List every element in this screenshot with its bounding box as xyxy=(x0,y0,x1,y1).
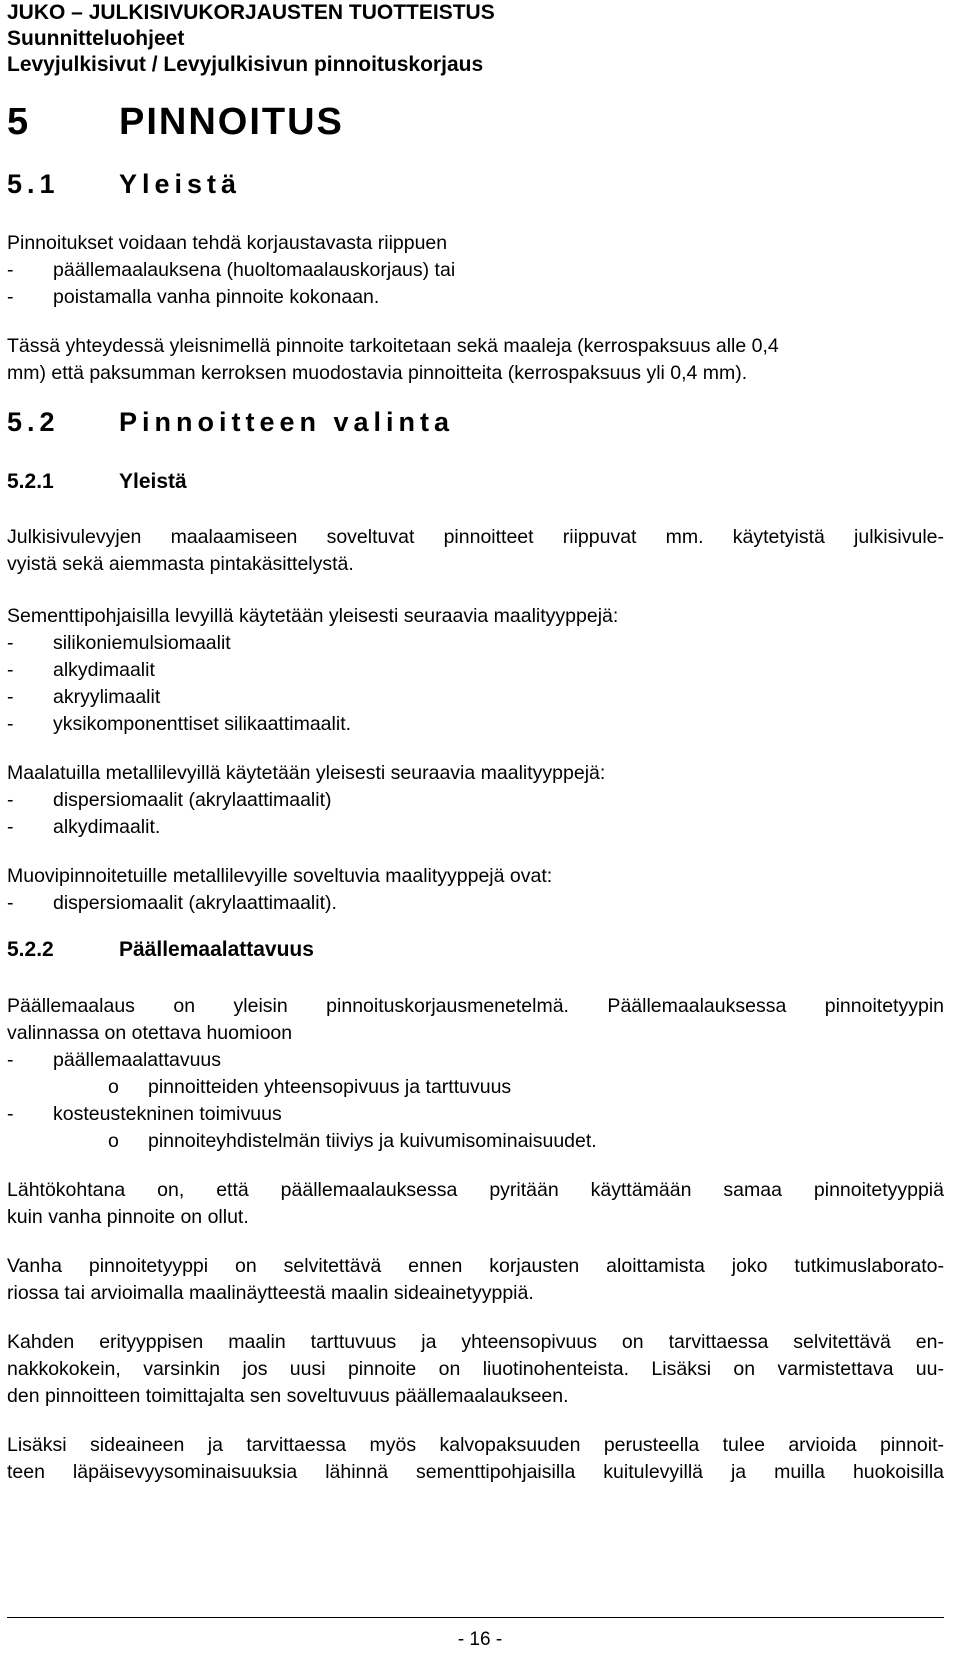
footer-divider xyxy=(7,1617,944,1618)
list-item: - dispersiomaalit (akrylaattimaalit) xyxy=(7,787,332,815)
subsection-number: 5.2.1 xyxy=(7,470,54,493)
paragraph-line: nakkokokein, varsinkin jos uusi pinnoite on liuotinohenteista. Lisäksi on varmistettava uu- xyxy=(7,1358,944,1380)
paragraph: Sementtipohjaisilla levyillä käytetään yleisesti seuraavia maalityyppejä: xyxy=(7,605,619,627)
dash-marker: - xyxy=(7,632,14,654)
header-title: JUKO – JULKISIVUKORJAUSTEN TUOTTEISTUS xyxy=(7,1,495,24)
dash-marker: - xyxy=(7,659,14,681)
subsection-title: Yleistä xyxy=(119,470,187,493)
paragraph-line: mm) että paksumman kerroksen muodostavia pinnoitteita (kerrospaksuus yli 0,4 mm). xyxy=(7,362,748,384)
paragraph: Maalatuilla metallilevyillä käytetään yleisesti seuraavia maalityyppejä: xyxy=(7,762,606,784)
section-heading-5-1 xyxy=(7,169,241,200)
header-section-path: Levyjulkisivut / Levyjulkisivun pinnoituskorjaus xyxy=(7,53,484,76)
list-item: - alkydimaalit. xyxy=(7,814,160,842)
dash-marker: - xyxy=(7,816,14,838)
section-title: Pinnoitteen valinta xyxy=(119,407,455,437)
list-item: - kosteustekninen toimivuus xyxy=(7,1101,282,1129)
subsection-title: Päällemaalattavuus xyxy=(119,938,314,961)
header-subtitle: Suunnitteluohjeet xyxy=(7,27,185,50)
dash-marker: - xyxy=(7,892,14,914)
subsection-heading-5-2-2 xyxy=(7,938,314,962)
paragraph-line: Lisäksi sideaineen ja tarvittaessa myös kalvopaksuuden perusteella tulee arvioida pinnoit- xyxy=(7,1434,944,1456)
list-item: - alkydimaalit xyxy=(7,657,155,685)
section-number: 5.2 xyxy=(7,407,60,437)
paragraph-line: riossa tai arvioimalla maalinäytteestä maalin sideainetyyppiä. xyxy=(7,1282,534,1304)
subsection-heading-5-2-1 xyxy=(7,470,187,494)
bullet-marker: o xyxy=(108,1076,119,1098)
dash-marker: - xyxy=(7,1103,14,1125)
paragraph: Muovipinnoitetuille metallilevyille soveltuvia maalityyppejä ovat: xyxy=(7,865,553,887)
paragraph-line: Lähtökohtana on, että päällemaalauksessa pyritään käyttämään samaa pinnoitetyyppiä xyxy=(7,1179,944,1201)
dash-marker: - xyxy=(7,259,14,281)
sub-list-item: o pinnoiteyhdistelmän tiiviys ja kuivumisominaisuudet. xyxy=(7,1128,597,1156)
list-item: - päällemaalattavuus xyxy=(7,1047,221,1075)
list-item: - päällemaalauksena (huoltomaalauskorjaus) tai xyxy=(7,257,455,285)
list-item: - dispersiomaalit (akrylaattimaalit). xyxy=(7,890,337,918)
section-number: 5.1 xyxy=(7,169,60,199)
chapter-title: PINNOITUS xyxy=(119,101,344,143)
paragraph-line: vyistä sekä aiemmasta pintakäsittelystä. xyxy=(7,553,354,575)
dash-marker: - xyxy=(7,686,14,708)
paragraph-line: Päällemaalaus on yleisin pinnoituskorjausmenetelmä. Päällemaalauksessa pinnoitetyypin xyxy=(7,995,944,1017)
paragraph-line: den pinnoitteen toimittajalta sen soveltuvuus päällemaalaukseen. xyxy=(7,1385,569,1407)
paragraph-line: valinnassa on otettava huomioon xyxy=(7,1022,293,1044)
page-number: - 16 - xyxy=(457,1629,503,1650)
dash-marker: - xyxy=(7,1049,14,1071)
paragraph-line: Julkisivulevyjen maalaamiseen soveltuvat pinnoitteet riippuvat mm. käytetyistä julkisivule- xyxy=(7,526,944,548)
section-heading-5-2 xyxy=(7,407,454,438)
subsection-number: 5.2.2 xyxy=(7,938,54,961)
paragraph-line: Kahden erityyppisen maalin tarttuvuus ja yhteensopivuus on tarvittaessa selvitettävä en- xyxy=(7,1331,944,1353)
paragraph-line: Tässä yhteydessä yleisnimellä pinnoite tarkoitetaan sekä maaleja (kerrospaksuus alle 0,4 xyxy=(7,335,779,357)
list-item: - akryylimaalit xyxy=(7,684,160,712)
dash-marker: - xyxy=(7,789,14,811)
paragraph: Pinnoitukset voidaan tehdä korjaustavasta riippuen xyxy=(7,232,448,254)
chapter-heading xyxy=(7,101,344,144)
list-item: - silikoniemulsiomaalit xyxy=(7,630,231,658)
chapter-number: 5 xyxy=(7,101,31,143)
paragraph-line: Vanha pinnoitetyyppi on selvitettävä ennen korjausten aloittamista joko tutkimuslaborato- xyxy=(7,1255,944,1277)
dash-marker: - xyxy=(7,713,14,735)
sub-list-item: o pinnoitteiden yhteensopivuus ja tarttuvuus xyxy=(7,1074,511,1102)
dash-marker: - xyxy=(7,286,14,308)
paragraph-line: kuin vanha pinnoite on ollut. xyxy=(7,1206,249,1228)
paragraph-line: teen läpäisevyysominaisuuksia lähinnä sementtipohjaisilla kuitulevyillä ja muilla huokoisilla xyxy=(7,1461,944,1483)
list-item: - poistamalla vanha pinnoite kokonaan. xyxy=(7,284,379,312)
bullet-marker: o xyxy=(108,1130,119,1152)
section-title: Yleistä xyxy=(119,169,242,199)
list-item: - yksikomponenttiset silikaattimaalit. xyxy=(7,711,351,739)
